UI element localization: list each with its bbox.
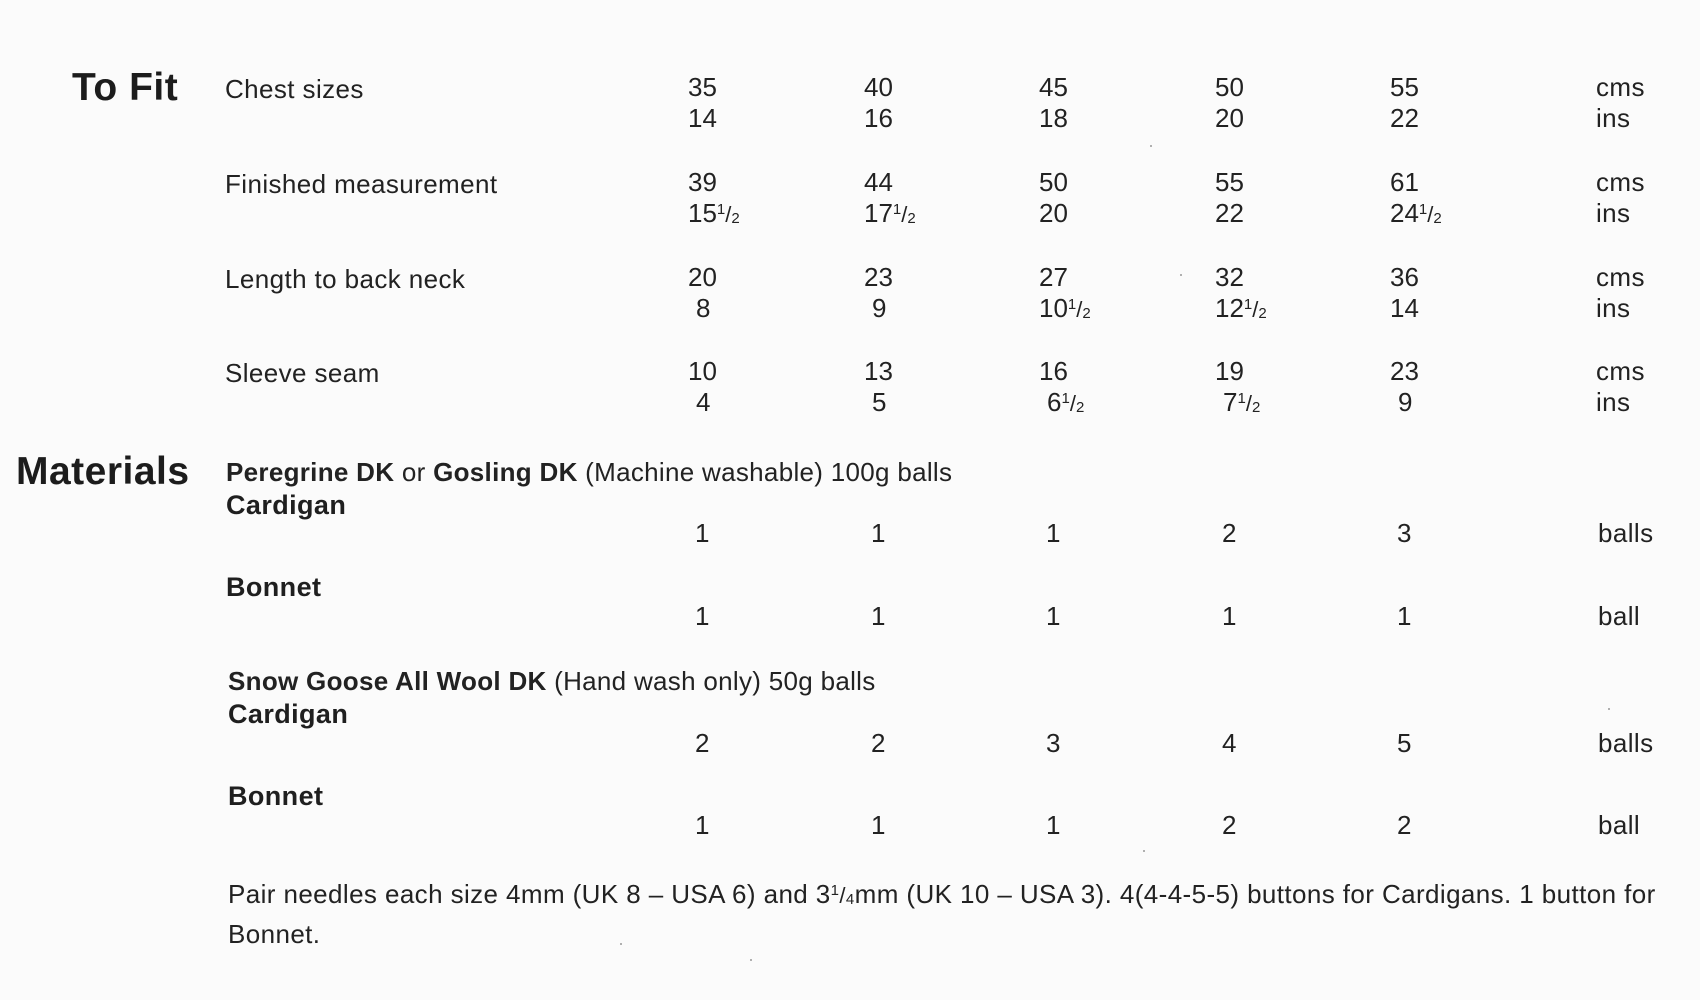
yarn2-name: Snow Goose All Wool DK	[228, 666, 547, 696]
size-value-cms: 13	[864, 356, 893, 386]
size-value-ins	[1390, 293, 1419, 324]
ins-whole: 22	[1390, 103, 1419, 133]
size-value-ins	[864, 103, 893, 134]
size-value-ins	[1039, 198, 1068, 229]
unit-cms: cms	[1596, 72, 1645, 102]
size-value-ins	[864, 198, 916, 229]
ins-frac-slash: /	[725, 202, 732, 227]
size-value-cms: 20	[688, 262, 717, 292]
scan-speck	[1180, 274, 1182, 276]
ins-frac-den: 2	[1251, 399, 1261, 416]
size-value-ins	[872, 387, 886, 418]
yarn2-cardigan-unit: balls	[1598, 728, 1654, 758]
yarn2-cardigan-qty: 2	[695, 728, 710, 758]
size-value-ins	[1047, 387, 1084, 418]
ins-frac-slash: /	[1427, 202, 1434, 227]
ins-frac-slash: /	[1076, 297, 1083, 322]
yarn2-bonnet-qty: 2	[1222, 810, 1237, 840]
size-value-cms: 44	[864, 167, 893, 197]
size-value-cms: 40	[864, 72, 893, 102]
ins-frac-den: 2	[731, 210, 740, 227]
yarn2-cardigan-qty: 4	[1222, 728, 1237, 758]
ins-frac-num: 1	[716, 201, 726, 218]
ins-whole: 5	[872, 387, 887, 417]
notes-frac-slash: /	[839, 883, 846, 908]
size-value-ins	[872, 293, 886, 324]
yarn2-bonnet-unit: ball	[1598, 810, 1641, 840]
size-value-cms: 39	[688, 167, 717, 197]
yarn1-name-b: Gosling DK	[433, 457, 578, 487]
ins-frac-den: 2	[1075, 399, 1085, 416]
ins-frac-num: 1	[892, 201, 902, 218]
yarn2-cardigan-qty: 2	[871, 728, 886, 758]
size-value-ins	[1390, 103, 1419, 134]
size-value-cms: 61	[1390, 167, 1419, 197]
unit-cms: cms	[1596, 262, 1645, 292]
size-value-cms: 55	[1390, 72, 1419, 102]
unit-ins: ins	[1596, 198, 1631, 228]
size-value-cms: 36	[1390, 262, 1419, 292]
size-value-ins	[1398, 387, 1412, 418]
yarn1-cardigan-qty: 2	[1222, 518, 1237, 548]
ins-whole: 18	[1039, 103, 1068, 133]
ins-frac-den: 2	[1258, 305, 1267, 322]
size-value-cms: 23	[864, 262, 893, 292]
size-value-ins	[1223, 387, 1260, 418]
yarn2-desc: (Hand wash only) 50g balls	[546, 666, 876, 696]
size-value-ins	[1215, 293, 1267, 324]
ins-frac-num: 1	[1418, 201, 1428, 218]
yarn2-bonnet-qty: 2	[1397, 810, 1412, 840]
ins-frac-num: 1	[1067, 296, 1077, 313]
ins-whole: 14	[1390, 293, 1419, 323]
yarn1-bonnet-unit: ball	[1598, 601, 1641, 631]
ins-frac-slash: /	[1245, 391, 1252, 416]
size-value-cms: 45	[1039, 72, 1068, 102]
measurement-label: Chest sizes	[225, 74, 364, 104]
yarn1-bonnet-qty: 1	[695, 601, 710, 631]
size-value-cms: 55	[1215, 167, 1244, 197]
yarn2-cardigan-qty: 3	[1046, 728, 1061, 758]
ins-whole: 9	[1398, 387, 1413, 417]
unit-ins: ins	[1596, 387, 1631, 417]
notes-part-b: mm (UK 10 – USA 3). 4(4-4-5-5) buttons for Cardigans. 1 button for Bonnet.	[228, 879, 1656, 949]
scan-speck	[1143, 850, 1145, 852]
yarn1-cardigan-qty: 1	[1046, 518, 1061, 548]
to-fit-heading: To Fit	[72, 66, 179, 109]
ins-frac-slash: /	[1069, 391, 1076, 416]
yarn1-or: or	[394, 457, 434, 487]
ins-whole: 20	[1215, 103, 1244, 133]
ins-whole: 9	[872, 293, 887, 323]
size-value-ins	[696, 293, 710, 324]
ins-frac-slash: /	[1252, 297, 1259, 322]
size-value-ins	[1215, 103, 1244, 134]
unit-ins: ins	[1596, 103, 1631, 133]
size-value-ins	[1039, 293, 1091, 324]
yarn1-cardigan-qty: 1	[871, 518, 886, 548]
yarn1-cardigan-label: Cardigan	[226, 490, 347, 520]
unit-cms: cms	[1596, 356, 1645, 386]
ins-whole: 8	[696, 293, 711, 323]
measurement-label: Finished measurement	[225, 169, 498, 199]
yarn1-bonnet-qty: 1	[1046, 601, 1061, 631]
size-value-cms: 35	[688, 72, 717, 102]
scan-speck	[620, 943, 622, 945]
size-value-ins	[688, 198, 740, 229]
yarn1-bonnet-qty: 1	[1397, 601, 1412, 631]
notes-frac-den: 4	[845, 891, 855, 908]
ins-frac-slash: /	[901, 202, 908, 227]
ins-whole: 17	[864, 198, 893, 228]
ins-whole: 6	[1047, 387, 1062, 417]
size-value-ins	[1215, 198, 1244, 229]
yarn2-bonnet-label: Bonnet	[228, 781, 324, 811]
yarn1-desc: (Machine washable) 100g balls	[577, 457, 953, 487]
size-value-ins	[1039, 103, 1068, 134]
yarn1-cardigan-qty: 1	[695, 518, 710, 548]
ins-whole: 15	[688, 198, 717, 228]
yarn1-cardigan-unit: balls	[1598, 518, 1654, 548]
size-value-cms: 23	[1390, 356, 1419, 386]
ins-frac-den: 2	[1082, 305, 1091, 322]
yarn1-line	[226, 457, 952, 488]
ins-frac-num: 1	[1061, 390, 1070, 407]
yarn2-line	[228, 666, 876, 697]
notes-frac-num: 1	[830, 882, 840, 899]
size-value-cms: 32	[1215, 262, 1244, 292]
size-value-ins	[688, 103, 717, 134]
yarn1-bonnet-qty: 1	[871, 601, 886, 631]
size-value-cms: 16	[1039, 356, 1068, 386]
yarn1-bonnet-label: Bonnet	[226, 572, 322, 602]
ins-frac-den: 2	[907, 210, 916, 227]
ins-whole: 12	[1215, 293, 1244, 323]
scan-speck	[750, 959, 752, 961]
yarn1-name-a: Peregrine DK	[226, 457, 395, 487]
ins-whole: 24	[1390, 198, 1419, 228]
scan-speck	[1150, 145, 1152, 147]
size-value-cms: 50	[1039, 167, 1068, 197]
yarn2-bonnet-qty: 1	[695, 810, 710, 840]
ins-frac-num: 1	[1243, 296, 1253, 313]
size-value-cms: 50	[1215, 72, 1244, 102]
yarn1-cardigan-qty: 3	[1397, 518, 1412, 548]
notes-part-a: Pair needles each size 4mm (UK 8 – USA 6) and 3	[228, 879, 831, 909]
ins-whole: 7	[1223, 387, 1238, 417]
yarn2-cardigan-label: Cardigan	[228, 699, 349, 729]
ins-whole: 16	[864, 103, 893, 133]
size-value-cms: 19	[1215, 356, 1244, 386]
ins-whole: 20	[1039, 198, 1068, 228]
scan-speck	[1608, 708, 1610, 710]
yarn2-bonnet-qty: 1	[871, 810, 886, 840]
measurement-label: Sleeve seam	[225, 358, 380, 388]
ins-frac-num: 1	[1237, 390, 1246, 407]
materials-heading: Materials	[16, 450, 190, 493]
yarn2-bonnet-qty: 1	[1046, 810, 1061, 840]
yarn1-bonnet-qty: 1	[1222, 601, 1237, 631]
ins-whole: 14	[688, 103, 717, 133]
measurement-label: Length to back neck	[225, 264, 466, 294]
size-value-ins	[696, 387, 710, 418]
unit-ins: ins	[1596, 293, 1631, 323]
yarn2-cardigan-qty: 5	[1397, 728, 1412, 758]
ins-whole: 22	[1215, 198, 1244, 228]
size-value-cms: 27	[1039, 262, 1068, 292]
unit-cms: cms	[1596, 167, 1645, 197]
needles-and-buttons-note	[228, 874, 1688, 951]
size-value-ins	[1390, 198, 1442, 229]
ins-whole: 4	[696, 387, 711, 417]
size-value-cms: 10	[688, 356, 717, 386]
ins-frac-den: 2	[1433, 210, 1442, 227]
ins-whole: 10	[1039, 293, 1068, 323]
